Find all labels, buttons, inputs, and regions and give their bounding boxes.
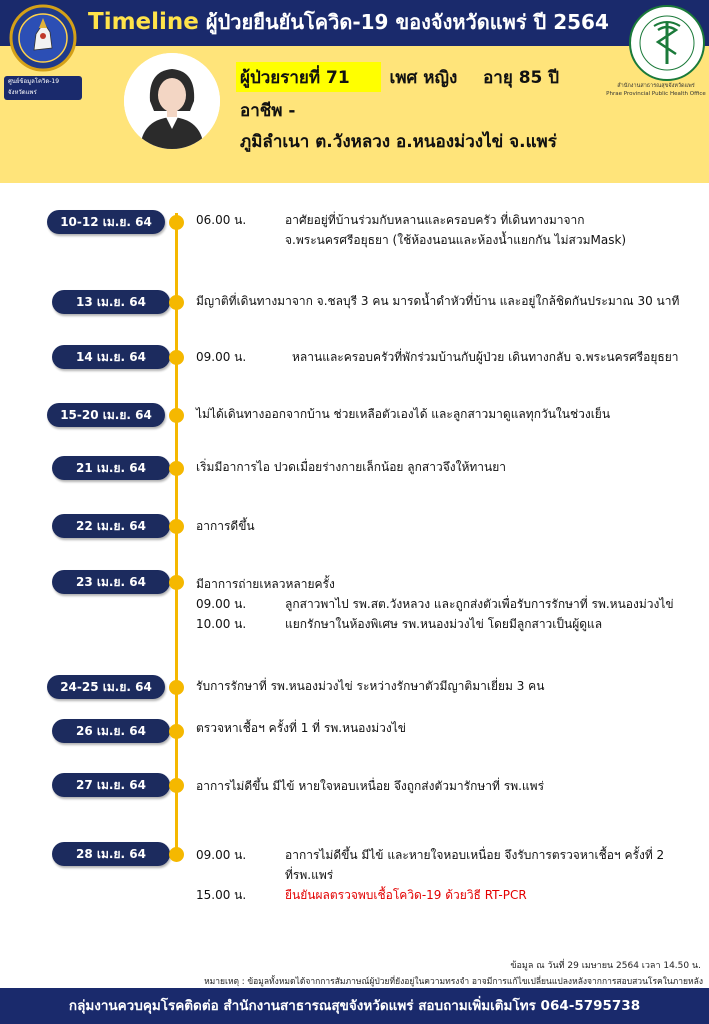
timeline-date-badge: 10-12 เม.ย. 64	[47, 210, 165, 234]
event-text: ยืนยันผลตรวจพบเชื้อโควิด-19 ด้วยวิธี RT-PCR	[285, 888, 527, 902]
event-text: ที่รพ.แพร่	[285, 868, 334, 882]
patient-number: ผู้ป่วยรายที่ 71	[240, 68, 350, 88]
covid-center-caption	[4, 76, 82, 100]
event-time: 15.00 น.	[196, 888, 247, 902]
phrae-health-office-caption-en: Phrae Provincial Public Health Office	[606, 91, 706, 97]
event-time: 09.00 น.	[196, 848, 247, 862]
timeline-dot	[169, 295, 184, 310]
event-text: ตรวจหาเชื้อฯ ครั้งที่ 1 ที่ รพ.หนองม่วงไข่	[196, 721, 406, 735]
event-text: ลูกสาวพาไป รพ.สต.วังหลวง และถูกส่งตัวเพื่อรับการรักษาที่ รพ.หนองม่วงไข่	[285, 597, 674, 611]
timeline-date-badge: 23 เม.ย. 64	[52, 570, 170, 594]
event-text: แยกรักษาในห้องพิเศษ รพ.หนองม่วงไข่ โดยมีลูกสาวเป็นผู้ดูแล	[285, 617, 603, 631]
timeline-date-badge: 26 เม.ย. 64	[52, 719, 170, 743]
phrae-health-office-caption-th: สำนักงานสาธารณสุขจังหวัดแพร่	[617, 83, 695, 89]
page-title	[88, 6, 628, 40]
header	[0, 0, 709, 183]
timeline-date-badge: 28 เม.ย. 64	[52, 842, 170, 866]
event-text: รับการรักษาที่ รพ.หนองม่วงไข่ ระหว่างรักษาตัวมีญาติมาเยี่ยม 3 คน	[196, 679, 545, 693]
data-as-of: ข้อมูล ณ วันที่ 29 เมษายน 2564 เวลา 14.50 น.	[510, 961, 701, 971]
covid-center-caption-2: จังหวัดแพร่	[8, 89, 37, 96]
event-time: 06.00 น.	[196, 213, 247, 227]
event-text: อาการไม่ดีขึ้น มีไข้ หายใจหอบเหนื่อย จึงถูกส่งตัวมารักษาที่ รพ.แพร่	[196, 779, 545, 793]
timeline-date-badge: 24-25 เม.ย. 64	[47, 675, 165, 699]
timeline-dot	[169, 519, 184, 534]
ministry-of-public-health-logo-icon	[628, 4, 706, 82]
timeline-dot	[169, 847, 184, 862]
event-text: อาการไม่ดีขึ้น มีไข้ และหายใจหอบเหนื่อย จึงรับการตรวจหาเชื้อฯ ครั้งที่ 2	[285, 848, 665, 862]
patient-occupation: อาชีพ -	[240, 101, 296, 121]
covid-center-caption-1: ศูนย์ข้อมูลโควิด-19	[8, 78, 60, 85]
timeline-dot	[169, 724, 184, 739]
event-text: มีอาการถ่ายเหลวหลายครั้ง	[196, 577, 335, 591]
timeline-axis	[175, 213, 178, 860]
patient-sex: เพศ หญิง	[389, 68, 458, 88]
event-text: อาการดีขึ้น	[196, 519, 255, 533]
event-text: ไม่ได้เดินทางออกจากบ้าน ช่วยเหลือตัวเองได้ และลูกสาวมาดูแลทุกวันในช่วงเย็น	[196, 407, 611, 421]
patient-domicile: ภูมิลำเนา ต.วังหลวง อ.หนองม่วงไข่ จ.แพร่	[240, 132, 557, 152]
event-time: 09.00 น.	[196, 350, 247, 364]
event-text: อาศัยอยู่ที่บ้านร่วมกับหลานและครอบครัว ที่เดินทางมาจาก	[285, 213, 585, 227]
event-text: เริ่มมีอาการไอ ปวดเมื่อยร่างกายเล็กน้อย ลูกสาวจึงให้ทานยา	[196, 460, 506, 474]
patient-age: อายุ 85 ปี	[483, 68, 560, 88]
timeline-dot	[169, 461, 184, 476]
timeline-date-badge: 27 เม.ย. 64	[52, 773, 170, 797]
timeline-date-badge: 14 เม.ย. 64	[52, 345, 170, 369]
timeline-dot	[169, 680, 184, 695]
timeline-date-badge: 22 เม.ย. 64	[52, 514, 170, 538]
timeline-dot	[169, 408, 184, 423]
patient-avatar-icon	[124, 53, 220, 149]
timeline-date-badge: 15-20 เม.ย. 64	[47, 403, 165, 427]
event-time: 09.00 น.	[196, 597, 247, 611]
phrae-provincial-emblem-icon	[6, 4, 80, 72]
footer-bar	[0, 988, 709, 1024]
event-text: จ.พระนครศรีอยุธยา (ใช้ห้องนอนและห้องน้ำแยกกัน ไม่สวมMask)	[285, 233, 627, 247]
event-text: มีญาติที่เดินทางมาจาก จ.ชลบุรี 3 คน มารดน้ำดำหัวที่บ้าน และอยู่ใกล้ชิดกันประมาณ 30 นาที	[196, 294, 680, 308]
contact-info: กลุ่มงานควบคุมโรคติดต่อ สำนักงานสาธารณสุขจังหวัดแพร่ สอบถามเพิ่มเติมโทร 064-5795738	[68, 998, 641, 1014]
timeline-date-badge: 21 เม.ย. 64	[52, 456, 170, 480]
phrae-health-office-caption	[604, 82, 708, 98]
timeline-dot	[169, 778, 184, 793]
event-time: 10.00 น.	[196, 617, 247, 631]
timeline-dot	[169, 575, 184, 590]
title-word: Timeline	[88, 9, 199, 35]
timeline-dot	[169, 350, 184, 365]
title-rest: ผู้ป่วยยืนยันโควิด-19 ของจังหวัดแพร่ ปี 2564	[205, 10, 609, 34]
event-text: หลานและครอบครัวที่พักร่วมบ้านกับผู้ป่วย เดินทางกลับ จ.พระนครศรีอยุธยา	[292, 350, 679, 364]
timeline-dot	[169, 215, 184, 230]
timeline-date-badge: 13 เม.ย. 64	[52, 290, 170, 314]
patient-summary-line	[240, 64, 559, 91]
remark-note: หมายเหตุ : ข้อมูลทั้งหมดได้จากการสัมภาษณ์ผู้ป่วยที่ยังอยู่ในความทรงจำ อาจมีการแก้ไขเปลี่ยนแปลงหลังจากการสอบสวนโรคในภายหลัง	[204, 977, 703, 987]
